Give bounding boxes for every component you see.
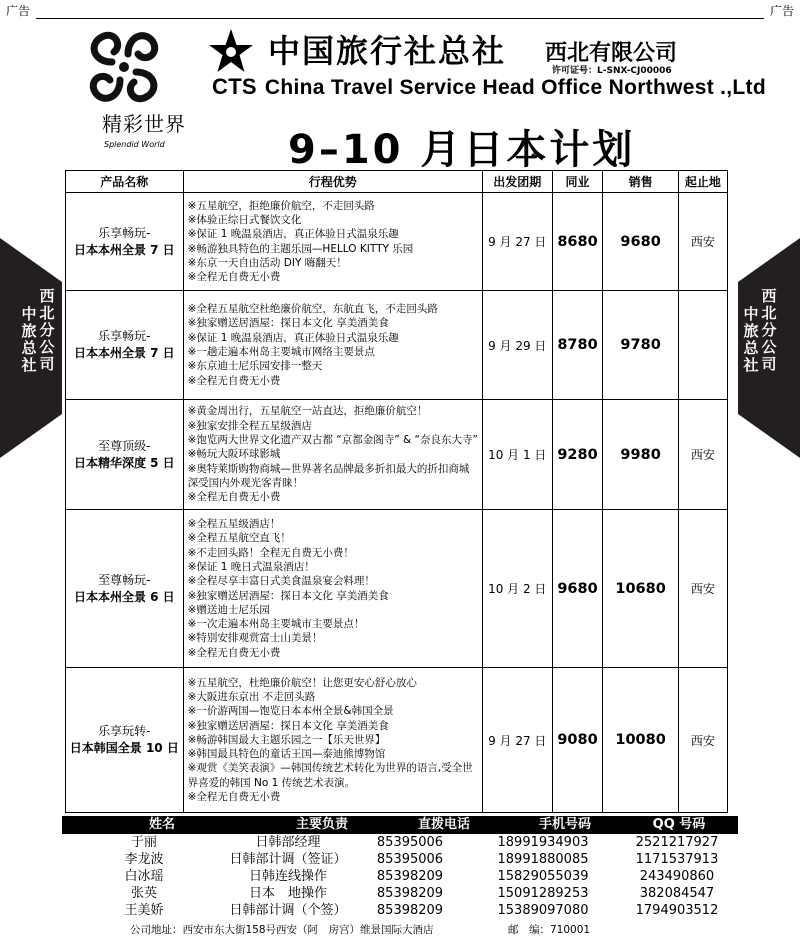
sale-price: 10080 [603, 668, 678, 813]
contact-name: 李龙波 [124, 852, 164, 867]
product-features: ※五星航空，杜绝廉价航空！让您更安心舒心放心 ※大阪进东京出 不走回头路 ※一价游两国—饱览日本本州全景&韩国全景 ※独家赠送居酒屋：探日本文化 享美酒美食 ※畅游韩国最大主题乐园之一【乐天世界】 ※韩国最具特色的童话王国—泰迪熊博物馆 ※观赏《美笑表演》—韩国传统艺术转化为世界的语言,受全世 界喜爱的韩国 No 1 传统艺术表演。 ※全程无自费无小费 [183, 668, 482, 813]
departure-date: 9 月 27 日 [482, 668, 552, 813]
page-title: 9–10 月日本计划 [288, 127, 636, 173]
license-number: 许可证号：L-SNX-CJ00006 [552, 66, 672, 76]
product-features: ※黄金周出行，五星航空一站直达，拒绝廉价航空！ ※独家安排全程五星级酒店 ※饱览两大世界文化遗产双古都 “京都金阁寺” & “奈良东大寺” ※畅玩大阪环球影城 ※奥特莱斯购物商城—世界著名品牌最多折扣最大的折扣商城 深受国内外观光客青睐！ ※全程无自费无小费 [183, 400, 482, 510]
side-right-col2: 西北分公司 [761, 287, 777, 373]
contact-row [62, 902, 738, 919]
peer-price: 8780 [552, 291, 603, 400]
departure-city: 西安 [678, 510, 727, 668]
peer-price: 9080 [552, 668, 603, 813]
product-name: 乐享畅玩- 日本本州全景 7 日 [66, 193, 184, 291]
table-row [66, 400, 728, 510]
contact-header-name: 姓名 [148, 817, 175, 832]
departure-date: 10 月 1 日 [482, 400, 552, 510]
departure-city: 西安 [678, 193, 727, 291]
contact-qq: 1794903512 [635, 903, 719, 918]
contact-mobile: 18991934903 [497, 835, 589, 850]
peer-price: 9680 [552, 510, 603, 668]
contact-mobile: 15829055039 [497, 869, 589, 884]
side-left-col2: 西北分公司 [39, 287, 55, 373]
side-banner-left [0, 238, 62, 458]
contact-header-row [62, 816, 738, 834]
departure-city [678, 291, 727, 400]
contact-role: 日本 地操作 [248, 886, 327, 901]
contact-name: 王美娇 [124, 903, 164, 918]
postcode: 邮 编：710001 [508, 924, 591, 936]
sale-price: 10680 [603, 510, 678, 668]
col-header-sale: 销售 [603, 171, 678, 193]
table-row [66, 291, 728, 400]
product-features: ※五星航空，拒绝廉价航空，不走回头路 ※体验正综日式餐饮文化 ※保证 1 晚温泉酒店，真正体验日式温泉乐趣 ※畅游独具特色的主题乐园—HELLO KITTY 乐园 ※东京一天自由活动 DIY 嗨翻天！ ※全程无自费无小费 [183, 193, 482, 291]
col-header-feature: 行程优势 [183, 171, 482, 193]
contact-header-role: 主要负责 [295, 817, 348, 832]
contact-role: 日韩连线操作 [248, 869, 327, 884]
top-ad-bar [0, 0, 800, 19]
sale-price: 9780 [603, 291, 678, 400]
contact-phone: 85398209 [376, 886, 444, 901]
contact-role: 日韩部经理 [255, 835, 321, 850]
itinerary-table [65, 170, 728, 813]
contact-name: 白冰瑶 [124, 869, 164, 884]
logo-chinese-text: 精彩世界 [102, 112, 186, 136]
departure-city: 西安 [678, 668, 727, 813]
contact-row [62, 885, 738, 902]
ad-label-left: 广告 [0, 2, 36, 19]
contact-name: 张英 [130, 886, 157, 901]
col-header-city: 起止地 [678, 171, 727, 193]
contact-phone: 85395006 [376, 835, 444, 850]
peer-price: 9280 [552, 400, 603, 510]
contact-qq: 2521217927 [635, 835, 719, 850]
contact-rows [62, 834, 738, 919]
company-branch-cn: 西北有限公司 [545, 40, 678, 66]
contact-qq: 243490860 [639, 869, 715, 884]
col-header-name: 产品名称 [66, 171, 184, 193]
col-header-date: 出发团期 [482, 171, 552, 193]
sale-price: 9680 [603, 193, 678, 291]
peer-price: 8680 [552, 193, 603, 291]
product-features: ※全程五星航空杜绝廉价航空，东航直飞，不走回头路 ※独家赠送居酒屋：探日本文化 享美酒美食 ※保证 1 晚温泉酒店，真正体验日式温泉乐趣 ※一趟走遍本州岛主要城市网络主要景点 ※东京迪士尼乐园安排一整天 ※全程无自费无小费 [183, 291, 482, 400]
contact-role: 日韩部计调（个签） [229, 903, 347, 918]
product-name: 乐享畅玩- 日本本州全景 7 日 [66, 291, 184, 400]
contact-row [62, 851, 738, 868]
departure-date: 9 月 27 日 [482, 193, 552, 291]
product-name: 至尊顶级- 日本精华深度 5 日 [66, 400, 184, 510]
product-features: ※全程五星级酒店！ ※全程五星航空直飞！ ※不走回头路！全程无自费无小费！ ※保证 1 晚日式温泉酒店！ ※全程尽享丰富日式美食温泉宴会料理！ ※独家赠送居酒屋：探日本文化 享美酒美食 ※赠送迪士尼乐园 ※一次走遍本州岛主要城市主要景点！ ※特别安排观赏富士山美景！ ※全程无自费无小费 [183, 510, 482, 668]
company-name-cn: 中国旅行社总社 [268, 32, 507, 70]
table-row [66, 668, 728, 813]
departure-date: 9 月 29 日 [482, 291, 552, 400]
contact-list [62, 816, 738, 919]
contact-mobile: 18991880085 [497, 852, 589, 867]
contact-header-mobile: 手机号码 [538, 817, 591, 832]
product-name: 至尊畅玩- 日本本州全景 6 日 [66, 510, 184, 668]
splendid-world-logo-icon [82, 24, 168, 110]
table-row [66, 510, 728, 668]
contact-name: 于丽 [130, 835, 157, 850]
table-header-row [66, 171, 728, 193]
contact-phone: 85398209 [376, 903, 444, 918]
logo-english-text: Splendid World [104, 140, 165, 149]
contact-row [62, 868, 738, 885]
cts-star-icon [208, 28, 254, 74]
side-left-col1: 中旅总社 [21, 305, 37, 374]
contact-header-qq: QQ 号码 [652, 817, 706, 832]
contact-qq: 382084547 [639, 886, 715, 901]
side-right-col1: 中旅总社 [743, 305, 759, 374]
contact-mobile: 15389097080 [497, 903, 589, 918]
table-row [66, 193, 728, 291]
contact-mobile: 15091289253 [497, 886, 589, 901]
contact-header-phone: 直拨电话 [417, 817, 470, 832]
contact-phone: 85398209 [376, 869, 444, 884]
ad-label-right: 广告 [764, 2, 800, 19]
contact-row [62, 834, 738, 851]
company-address: 公司地址：西安市东大街158号西安（阿 房宫）维景国际大酒店 [130, 924, 434, 936]
contact-phone: 85395006 [376, 852, 444, 867]
sale-price: 9980 [603, 400, 678, 510]
product-name: 乐享玩转- 日本韩国全景 10 日 [66, 668, 184, 813]
contact-qq: 1171537913 [635, 852, 719, 867]
departure-city: 西安 [678, 400, 727, 510]
contact-role: 日韩部计调（签证） [229, 852, 347, 867]
company-name-en: CTS China Travel Service Head Office Northwest .,Ltd [212, 74, 766, 99]
col-header-peer: 同业 [552, 171, 603, 193]
side-banner-right [738, 238, 800, 458]
departure-date: 10 月 2 日 [482, 510, 552, 668]
